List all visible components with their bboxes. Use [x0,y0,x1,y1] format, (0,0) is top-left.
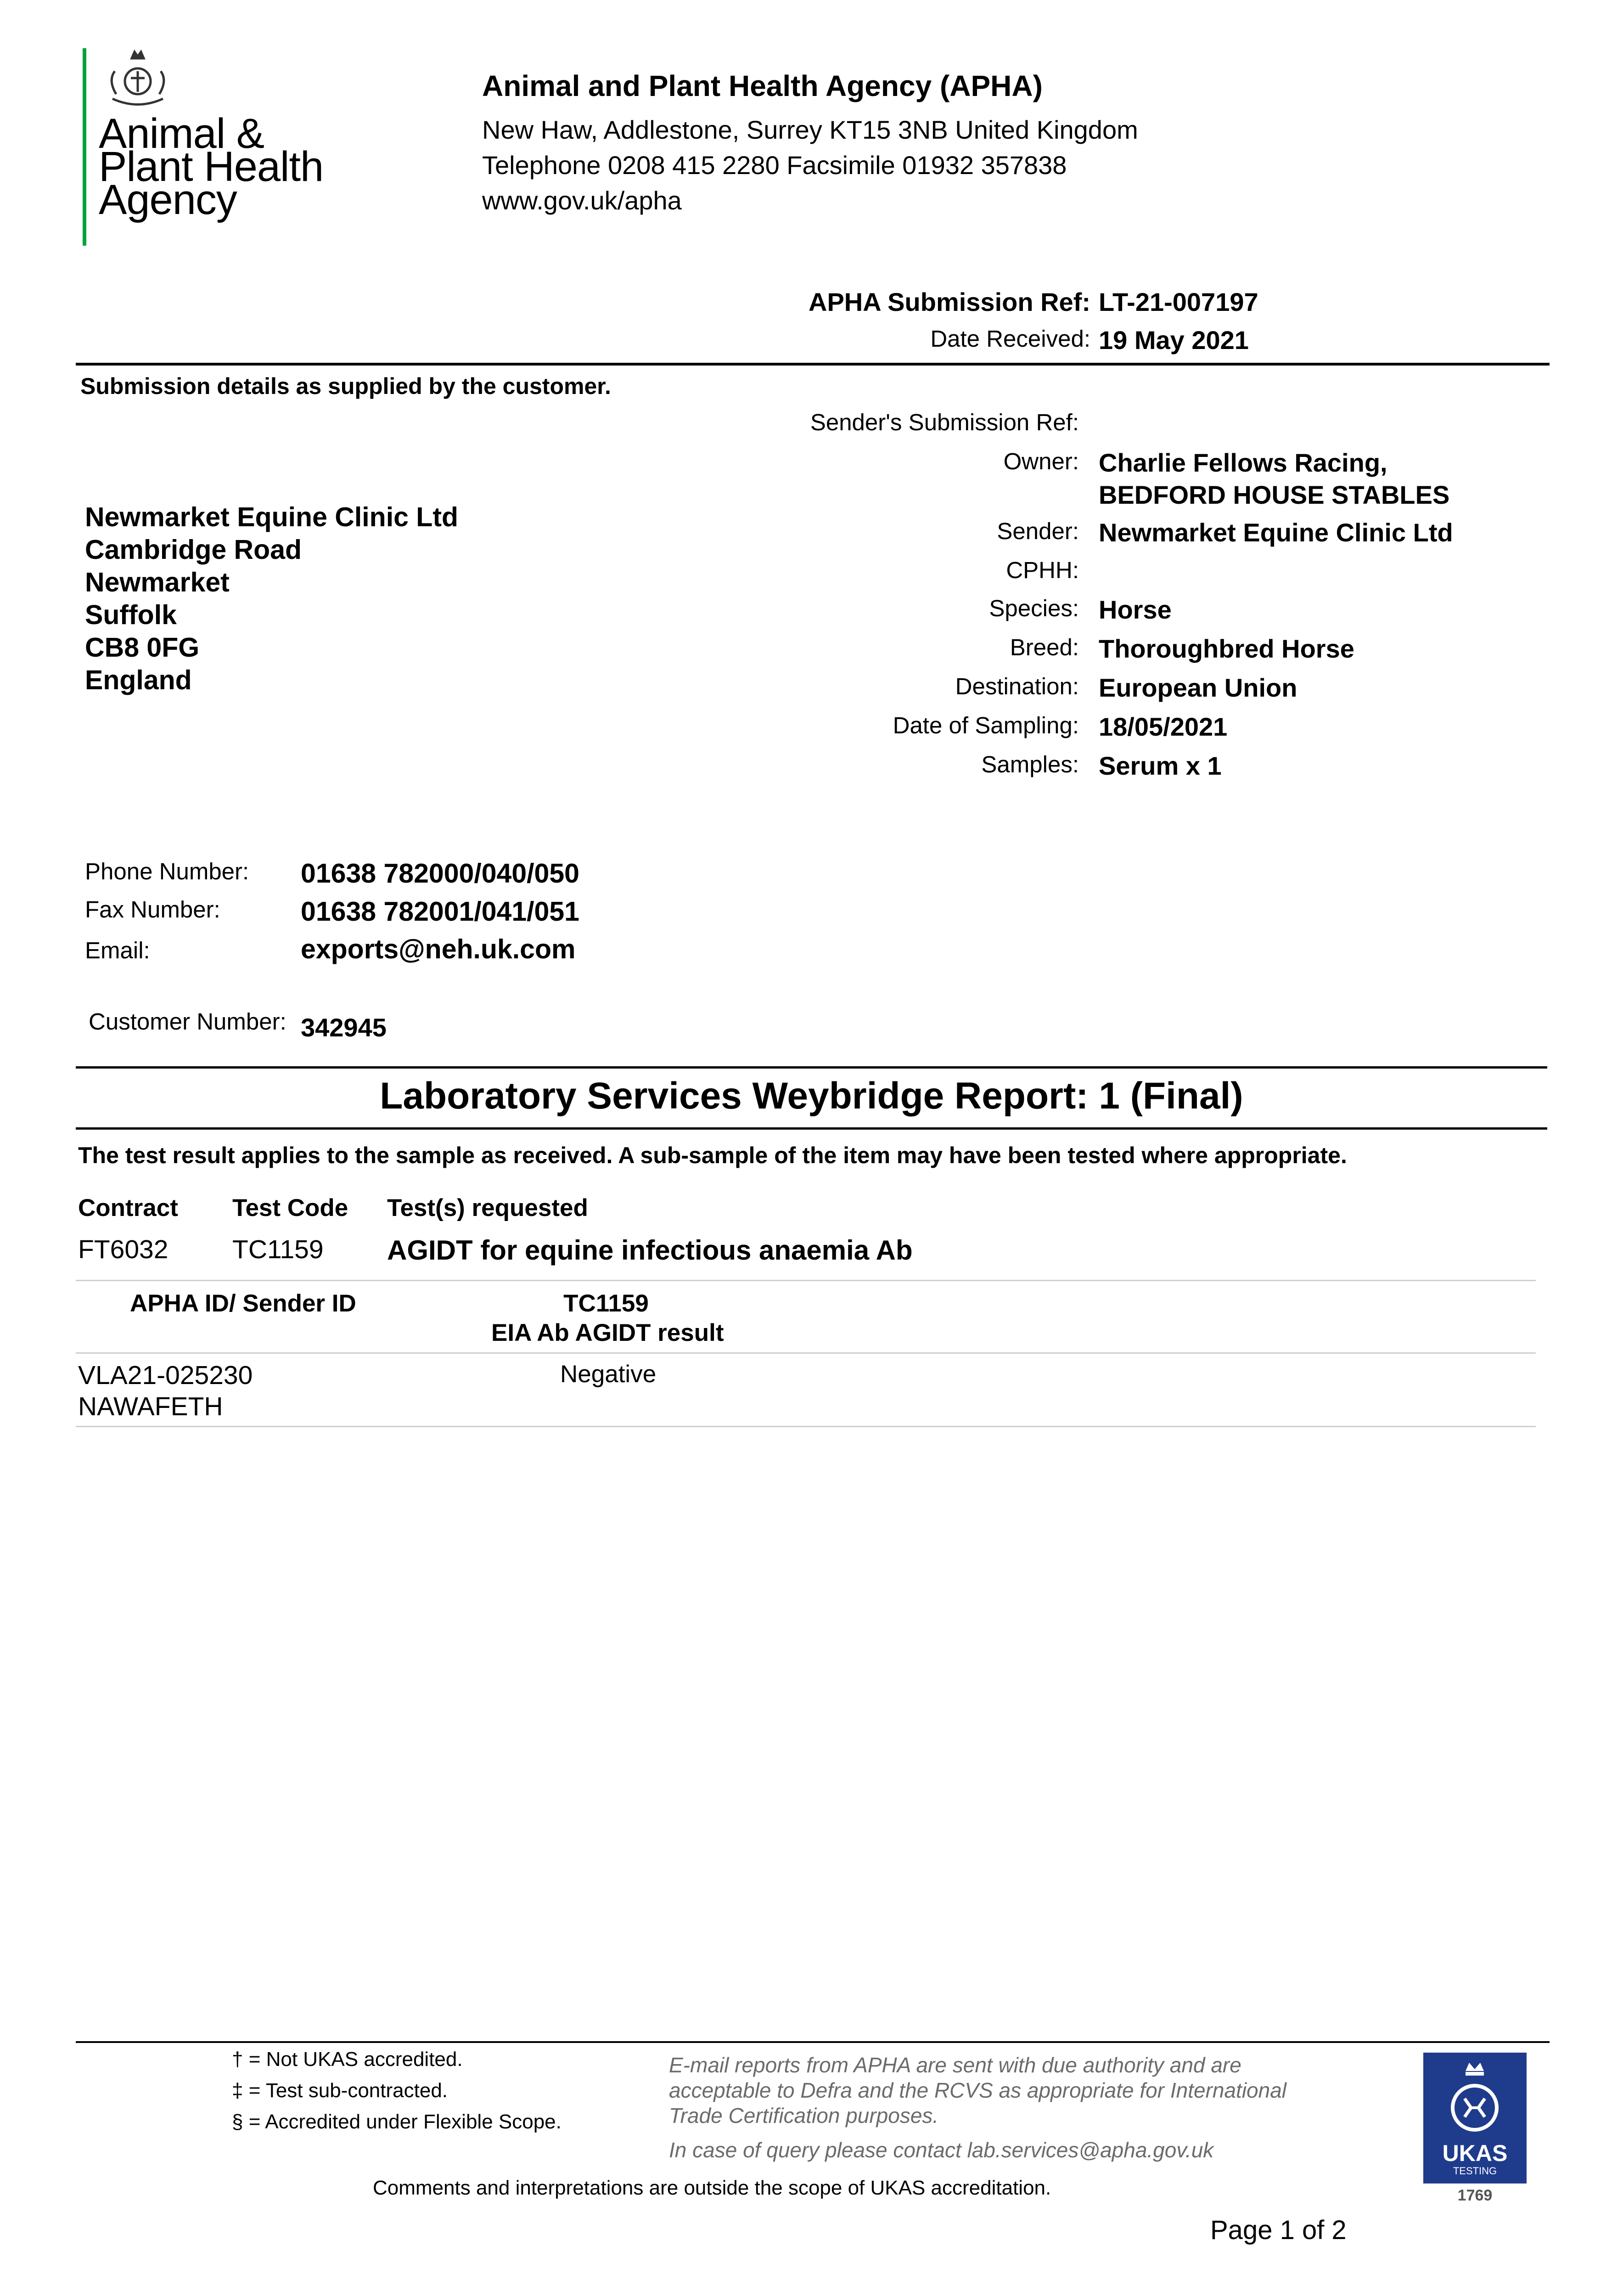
species-value: Horse [1099,595,1172,624]
query-note: In case of query please contact lab.services@apha.gov.uk [669,2138,1214,2162]
customer-address-line-6: England [85,665,192,695]
owner-label: Owner: [1003,448,1079,474]
fax-value: 01638 782001/041/051 [301,896,579,927]
footer-rule [76,2041,1550,2043]
logo-line-1: Animal & [99,110,264,157]
report-bottom-rule [76,1127,1547,1130]
test-requested-value: AGIDT for equine infectious anaemia Ab [387,1235,913,1266]
owner-value-line-2: BEDFORD HOUSE STABLES [1099,480,1450,509]
senders-ref-label: Sender's Submission Ref: [810,409,1079,435]
email-value: exports@neh.uk.com [301,934,576,964]
phone-value: 01638 782000/040/050 [301,858,579,889]
logo-accent-bar [83,48,86,246]
contract-header: Contract [78,1194,178,1221]
submission-ref-value: LT-21-007197 [1099,287,1258,316]
sender-label: Sender: [997,518,1079,544]
ukas-crown-icon [1423,2053,1527,2144]
tests-requested-header: Test(s) requested [387,1194,588,1221]
table-divider-top [76,1280,1536,1281]
agency-website: www.gov.uk/apha [482,186,682,215]
ukas-accreditation-number: 1769 [1457,2187,1493,2204]
test-code-value: TC1159 [232,1235,324,1264]
result-column-header: EIA Ab AGIDT result [491,1319,724,1346]
customer-number-label: Customer Number: [89,1008,286,1035]
date-of-sampling-value: 18/05/2021 [1099,712,1228,741]
report-top-rule [76,1066,1547,1069]
destination-value: European Union [1099,673,1297,702]
royal-coat-of-arms-icon [99,48,177,108]
species-label: Species: [989,595,1079,621]
header-divider [76,363,1550,366]
fax-label: Fax Number: [85,896,220,923]
submission-ref-label: APHA Submission Ref: [809,287,1090,316]
date-of-sampling-label: Date of Sampling: [893,712,1079,738]
apha-sender-id-header: APHA ID/ Sender ID [130,1290,356,1317]
email-label: Email: [85,937,150,963]
ukas-logo-text: UKAS [1442,2140,1508,2166]
legend-sub-contracted: ‡ = Test sub-contracted. [232,2079,448,2102]
legend-flexible-scope: § = Accredited under Flexible Scope. [232,2110,562,2133]
page-number: Page 1 of 2 [1210,2215,1347,2245]
customer-address-line-4: Suffolk [85,600,177,630]
result-value: Negative [560,1361,657,1388]
samples-value: Serum x 1 [1099,751,1222,780]
ukas-logo-sub: TESTING [1453,2165,1497,2177]
breed-value: Thoroughbred Horse [1099,634,1354,663]
legend-not-accredited: † = Not UKAS accredited. [232,2048,463,2071]
sender-id-value: NAWAFETH [78,1392,223,1421]
test-code-column-header: TC1159 [563,1290,649,1317]
apha-id-value: VLA21-025230 [78,1361,253,1390]
ukas-logo [1423,2053,1527,2183]
report-title: Laboratory Services Weybridge Report: 1 (Final) [380,1075,1243,1117]
owner-value-line-1: Charlie Fellows Racing, [1099,448,1387,477]
email-note-line-2: acceptable to Defra and the RCVS as appropriate for International [669,2078,1287,2102]
email-note-line-1: E-mail reports from APHA are sent with due authority and are [669,2053,1241,2077]
table-divider-middle [76,1352,1536,1354]
contract-value: FT6032 [78,1235,168,1264]
customer-address-line-2: Cambridge Road [85,535,302,565]
date-received-value: 19 May 2021 [1099,326,1249,355]
agency-address: New Haw, Addlestone, Surrey KT15 3NB United Kingdom [482,115,1138,144]
test-code-header: Test Code [232,1194,348,1221]
submission-heading: Submission details as supplied by the customer. [80,373,611,399]
email-note-line-3: Trade Certification purposes. [669,2104,939,2127]
phone-label: Phone Number: [85,858,249,884]
customer-number-value: 342945 [301,1013,387,1042]
cphh-label: CPHH: [1006,557,1079,583]
customer-address-line-3: Newmarket [85,567,230,597]
logo-line-2: Plant Health [99,143,324,190]
destination-label: Destination: [955,673,1079,699]
samples-label: Samples: [981,751,1079,777]
ukas-scope-note: Comments and interpretations are outside the scope of UKAS accreditation. [373,2177,1051,2199]
customer-address-line-5: CB8 0FG [85,632,200,663]
customer-address-line-1: Newmarket Equine Clinic Ltd [85,502,459,532]
sender-value: Newmarket Equine Clinic Ltd [1099,518,1453,547]
breed-label: Breed: [1010,634,1079,660]
agency-name: Animal and Plant Health Agency (APHA) [482,69,1043,102]
agency-telephone: Telephone 0208 415 2280 Facsimile 01932 357838 [482,151,1067,180]
logo-wordmark [99,110,324,223]
table-divider-bottom [76,1426,1536,1427]
report-note: The test result applies to the sample as received. A sub-sample of the item may have been tested where appropriate. [78,1142,1347,1168]
logo-line-3: Agency [99,176,237,223]
date-received-label: Date Received: [930,326,1090,352]
